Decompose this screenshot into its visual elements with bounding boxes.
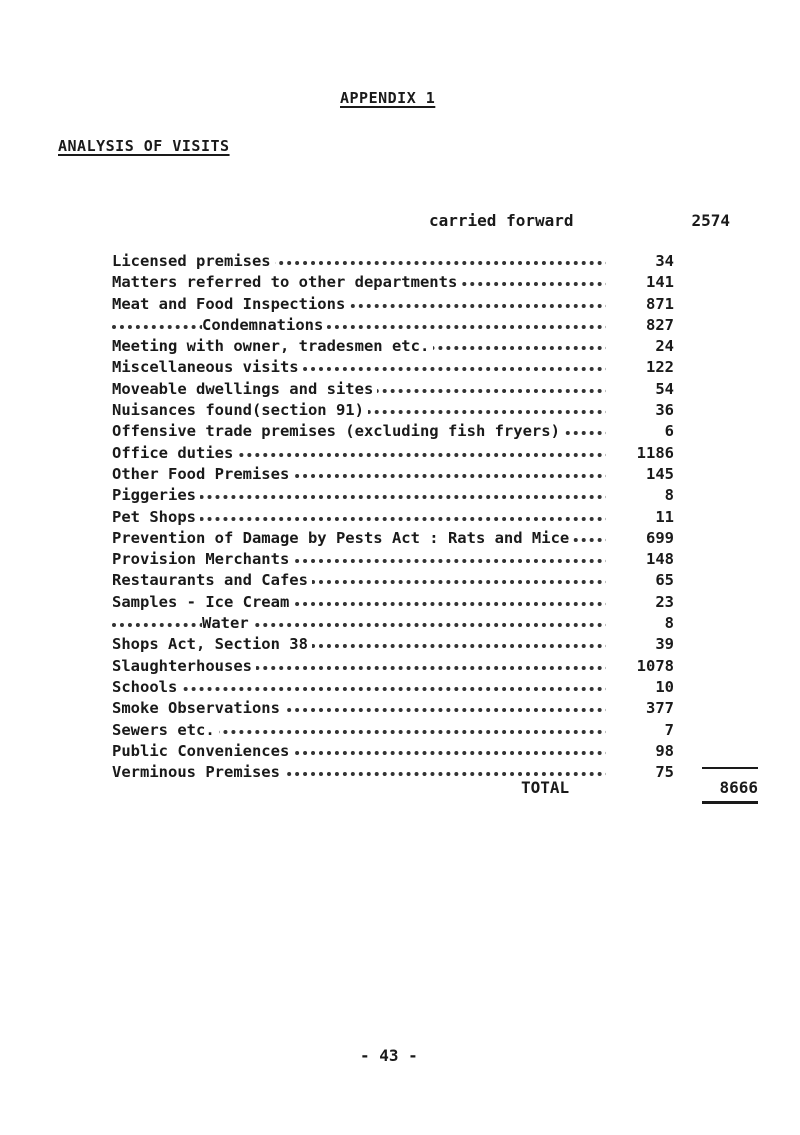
visit-count: 39: [606, 634, 674, 655]
total-rule-bottom: [702, 801, 758, 804]
table-row: [112, 570, 674, 591]
table-row: [112, 507, 674, 528]
visit-category-label: Prevention of Damage by Pests Act : Rats and Mice: [112, 528, 573, 549]
total-rule-top: [702, 767, 758, 769]
visit-count: 75: [606, 762, 674, 783]
table-row: [112, 656, 674, 677]
visit-category-label: Matters referred to other departments: [112, 272, 461, 293]
visit-count: 148: [606, 549, 674, 570]
visit-category-label: Offensive trade premises (excluding fish fryers): [112, 421, 564, 442]
visit-category-label: Schools: [112, 677, 181, 698]
visit-count: 6: [606, 421, 674, 442]
table-row: [112, 677, 674, 698]
visit-count: 8: [606, 613, 674, 634]
visit-category-label: Meeting with owner, tradesmen etc.: [112, 336, 433, 357]
visit-category-label: Samples - Ice Cream: [112, 592, 293, 613]
visits-table: [112, 251, 674, 783]
table-row: [112, 379, 674, 400]
carried-forward-value: 2574: [691, 211, 730, 230]
visit-category-label: Shops Act, Section 38: [112, 634, 312, 655]
visit-category-label: Verminous Premises: [112, 762, 284, 783]
visit-count: 11: [606, 507, 674, 528]
visit-category-label: Water: [202, 613, 253, 634]
table-row: [112, 634, 674, 655]
visit-category-label: Office duties: [112, 443, 237, 464]
visit-category-label: Restaurants and Cafes: [112, 570, 312, 591]
visit-count: 699: [606, 528, 674, 549]
visit-category-label: Meat and Food Inspections: [112, 294, 349, 315]
dot-leader: [112, 325, 674, 329]
visit-category-label: Other Food Premises: [112, 464, 293, 485]
table-row: [112, 315, 674, 336]
visit-category-label: Smoke Observations: [112, 698, 284, 719]
visit-count: 24: [606, 336, 674, 357]
table-row: [112, 421, 674, 442]
visit-count: 23: [606, 592, 674, 613]
visit-count: 122: [606, 357, 674, 378]
visit-count: 141: [606, 272, 674, 293]
table-row: [112, 762, 674, 783]
visit-category-label: Moveable dwellings and sites: [112, 379, 377, 400]
visit-category-label: Provision Merchants: [112, 549, 293, 570]
visit-category-label: Miscellaneous visits: [112, 357, 303, 378]
table-row: [112, 464, 674, 485]
carried-forward-label: carried forward: [429, 211, 574, 230]
visit-category-label: Licensed premises: [112, 251, 275, 272]
total-value: 8666: [719, 778, 758, 797]
visit-category-label: Condemnations: [202, 315, 327, 336]
table-row: [112, 592, 674, 613]
visit-count: 7: [606, 720, 674, 741]
visit-count: 871: [606, 294, 674, 315]
visit-category-label: Nuisances found(section 91): [112, 400, 368, 421]
table-row: [112, 720, 674, 741]
table-row: [112, 294, 674, 315]
table-row: [112, 336, 674, 357]
visit-category-label: Pet Shops: [112, 507, 200, 528]
table-row: [112, 485, 674, 506]
visit-count: 377: [606, 698, 674, 719]
page-number: - 43 -: [360, 1046, 418, 1065]
visit-category-label: Sewers etc.: [112, 720, 219, 741]
visit-count: 34: [606, 251, 674, 272]
visit-count: 10: [606, 677, 674, 698]
visit-category-label: Public Conveniences: [112, 741, 293, 762]
visit-count: 145: [606, 464, 674, 485]
visit-count: 36: [606, 400, 674, 421]
total-label: TOTAL: [521, 778, 570, 797]
table-row: [112, 272, 674, 293]
visit-count: 98: [606, 741, 674, 762]
table-row: [112, 357, 674, 378]
visit-count: 54: [606, 379, 674, 400]
table-row: [112, 698, 674, 719]
visit-count: 1186: [606, 443, 674, 464]
table-row: [112, 741, 674, 762]
visit-count: 65: [606, 570, 674, 591]
table-row: [112, 251, 674, 272]
section-heading: ANALYSIS OF VISITS: [58, 137, 230, 155]
visit-count: 827: [606, 315, 674, 336]
dot-leader: [112, 687, 674, 691]
table-row: [112, 443, 674, 464]
table-row: [112, 400, 674, 421]
visit-count: 8: [606, 485, 674, 506]
table-row: [112, 549, 674, 570]
table-row: [112, 613, 674, 634]
table-row: [112, 528, 674, 549]
visit-category-label: Slaughterhouses: [112, 656, 256, 677]
visit-count: 1078: [606, 656, 674, 677]
dot-leader: [112, 623, 674, 627]
appendix-heading: APPENDIX 1: [340, 89, 436, 107]
visit-category-label: Piggeries: [112, 485, 200, 506]
